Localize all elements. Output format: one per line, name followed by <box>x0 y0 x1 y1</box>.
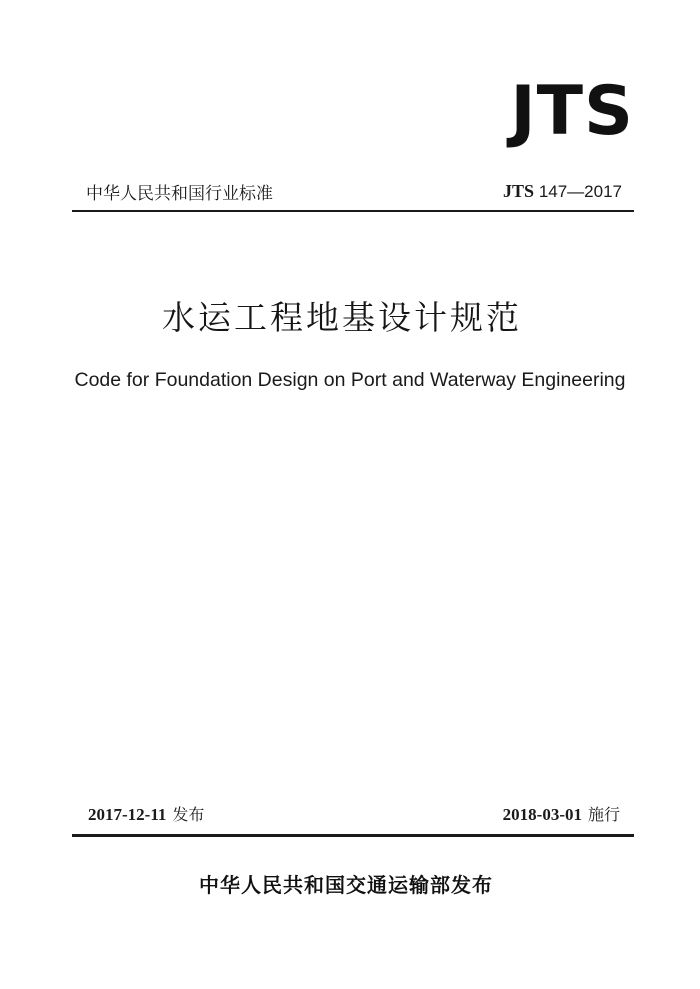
effective-date-value: 2018-03-01 <box>502 804 582 824</box>
standard-number <box>503 181 634 202</box>
chinese-title: 水运工程地基设计规范 <box>162 298 522 337</box>
effective-date <box>503 802 634 825</box>
issue-date <box>72 802 204 825</box>
standard-category: 中华人民共和国行业标准 <box>86 183 273 204</box>
issue-label: 发布 <box>172 804 205 824</box>
issue-date-value: 2017-12-11 <box>88 804 167 824</box>
header-divider <box>72 210 634 212</box>
footer-divider <box>72 834 634 837</box>
header-row <box>72 176 634 206</box>
effective-label: 施行 <box>587 804 620 824</box>
standard-number-value: 147—2017 <box>538 181 622 201</box>
date-row <box>72 799 634 827</box>
english-title: Code for Foundation Design on Port and Waterway Engineering <box>74 369 626 391</box>
jts-logo: JTS <box>510 72 634 151</box>
publisher: 中华人民共和国交通运输部发布 <box>199 873 493 897</box>
standard-code: JTS <box>503 180 535 201</box>
